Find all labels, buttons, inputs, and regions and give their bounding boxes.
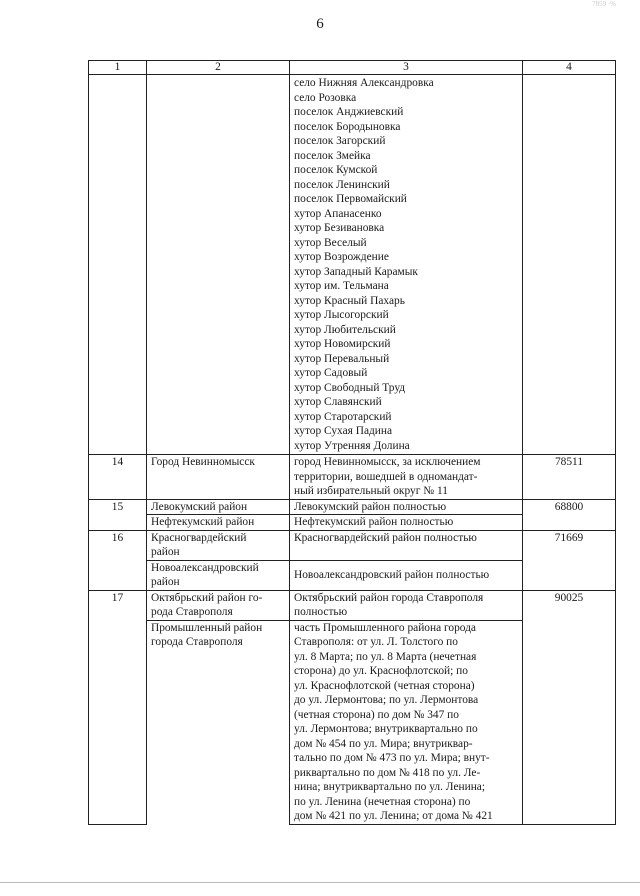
locality-line: хутор Славянский	[294, 396, 382, 408]
locality-line: хутор Красный Пахарь	[294, 294, 405, 307]
voters-cell	[523, 75, 616, 455]
locality-line: поселок Бородыновка	[294, 120, 401, 133]
locality-line: хутор Старотарский	[294, 410, 392, 423]
district-name-cell	[147, 620, 290, 824]
territory-cell: Красногвардейский район полностью	[290, 530, 523, 560]
district-name-line: Октябрьский район го-	[151, 591, 263, 604]
territory-line: риквартально по дом № 418 по ул. Ле-	[294, 766, 481, 779]
locality-line: хутор Перевальный	[294, 352, 390, 365]
locality-line: хутор Западный Карамык	[294, 265, 418, 278]
territory-line: Ставрополя: от ул. Л. Толстого по	[294, 636, 458, 648]
scan-mark: 7859 ·%	[592, 0, 616, 8]
territory-line: ул. Краснофлотской (четная сторона)	[294, 679, 475, 692]
district-name-cell	[147, 590, 290, 620]
territory-cell	[290, 75, 523, 455]
locality-line: поселок Первомайский	[294, 193, 407, 205]
locality-line: село Нижняя Александровка	[294, 77, 434, 89]
row-number-cell: 14	[89, 455, 147, 500]
district-name-line: район	[151, 546, 180, 558]
territory-line: дом № 421 по ул. Ленина; от дома № 421	[294, 810, 493, 822]
territory-line: территории, вошедшей в одномандат-	[294, 470, 478, 483]
locality-line: село Розовка	[294, 91, 357, 104]
locality-line: хутор Сухая Падина	[294, 425, 393, 437]
table-row	[89, 499, 616, 515]
row-number-cell: 15	[89, 499, 147, 530]
page-number: 6	[316, 16, 324, 32]
locality-line: хутор Веселый	[294, 236, 367, 249]
district-name-line: Промышленный район	[151, 621, 263, 634]
row-number-cell: 16	[89, 530, 147, 590]
table-row	[89, 530, 616, 560]
locality-line: хутор Садовый	[294, 367, 368, 379]
district-name-line: Красногвардейский	[151, 531, 247, 544]
locality-line: хутор им. Тельмана	[294, 280, 389, 292]
header-col-3: 3	[290, 61, 523, 75]
locality-line: поселок Загорский	[294, 135, 386, 147]
district-name-cell: Город Невинномысск	[147, 455, 290, 500]
locality-line: хутор Лысогорский	[294, 309, 389, 321]
territory-cell	[290, 620, 523, 824]
territory-line: полностью	[294, 606, 348, 618]
locality-line: поселок Анджиевский	[294, 106, 404, 118]
territory-line: часть Промышленного района города	[294, 621, 476, 634]
voters-cell: 68800	[523, 499, 616, 530]
district-name-cell	[147, 75, 290, 455]
locality-line: хутор Утренняя Долина	[294, 439, 410, 452]
header-col-1: 1	[89, 61, 147, 75]
locality-line: хутор Свободный Труд	[294, 381, 406, 394]
locality-line: хутор Любительский	[294, 323, 396, 336]
territory-line: тально по дом № 473 по ул. Мира; внут-	[294, 752, 490, 764]
territory-line: нина; внутриквартально по ул. Ленина;	[294, 781, 486, 793]
row-number-cell	[89, 75, 147, 455]
district-name-cell: Левокумский район	[147, 499, 290, 515]
table-row	[89, 75, 616, 455]
district-name-line: рода Ставрополя	[151, 606, 233, 618]
header-col-4: 4	[523, 61, 616, 75]
locality-line: хутор Апанасенко	[294, 207, 382, 220]
header-col-2: 2	[147, 61, 290, 75]
territory-cell: Новоалександровский район полностью	[290, 560, 523, 590]
table-header-row	[89, 61, 616, 75]
territory-line: (четная сторона) по дом № 347 по	[294, 708, 459, 721]
table-row	[89, 590, 616, 620]
locality-line: хутор Возрождение	[294, 251, 389, 263]
district-name-cell	[147, 530, 290, 560]
territory-cell	[290, 590, 523, 620]
table-row	[89, 455, 616, 500]
voters-cell: 90025	[523, 590, 616, 824]
territory-line: город Невинномысск, за исключением	[294, 456, 481, 468]
district-name-cell: Нефтекумский район	[147, 515, 290, 531]
territory-line: сторона) до ул. Краснофлотской; по	[294, 665, 468, 677]
district-name-line: район	[151, 576, 180, 588]
page-bottom-edge	[0, 882, 640, 883]
district-name-cell	[147, 560, 290, 590]
territory-line: до ул. Лермонтова; по ул. Лермонтова	[294, 694, 479, 706]
territory-line: ный избирательный округ № 11	[294, 485, 448, 497]
district-name-line: города Ставрополя	[151, 636, 243, 648]
locality-line: хутор Новомирский	[294, 338, 391, 350]
territory-cell: Нефтекумский район полностью	[290, 515, 523, 531]
locality-line: хутор Безивановка	[294, 222, 385, 234]
territory-cell: Левокумский район полностью	[290, 499, 523, 515]
territory-line: ул. 8 Марта; по ул. 8 Марта (нечетная	[294, 650, 477, 663]
territory-line: по ул. Ленина (нечетная сторона) по	[294, 795, 471, 808]
locality-line: поселок Кумской	[294, 164, 378, 176]
territory-line: Октябрьский район города Ставрополя	[294, 591, 484, 604]
row-number-cell: 17	[89, 590, 147, 824]
territory-cell	[290, 455, 523, 500]
locality-line: поселок Ленинский	[294, 178, 390, 191]
locality-line: поселок Змейка	[294, 149, 371, 162]
district-name-line: Новоалександровский	[151, 561, 259, 574]
territory-line: ул. Лермонтова; внутриквартально по	[294, 723, 478, 735]
voters-cell: 71669	[523, 530, 616, 590]
districts-table	[88, 60, 616, 825]
territory-line: дом № 454 по ул. Мира; внутриквар-	[294, 737, 473, 750]
voters-cell: 78511	[523, 455, 616, 500]
